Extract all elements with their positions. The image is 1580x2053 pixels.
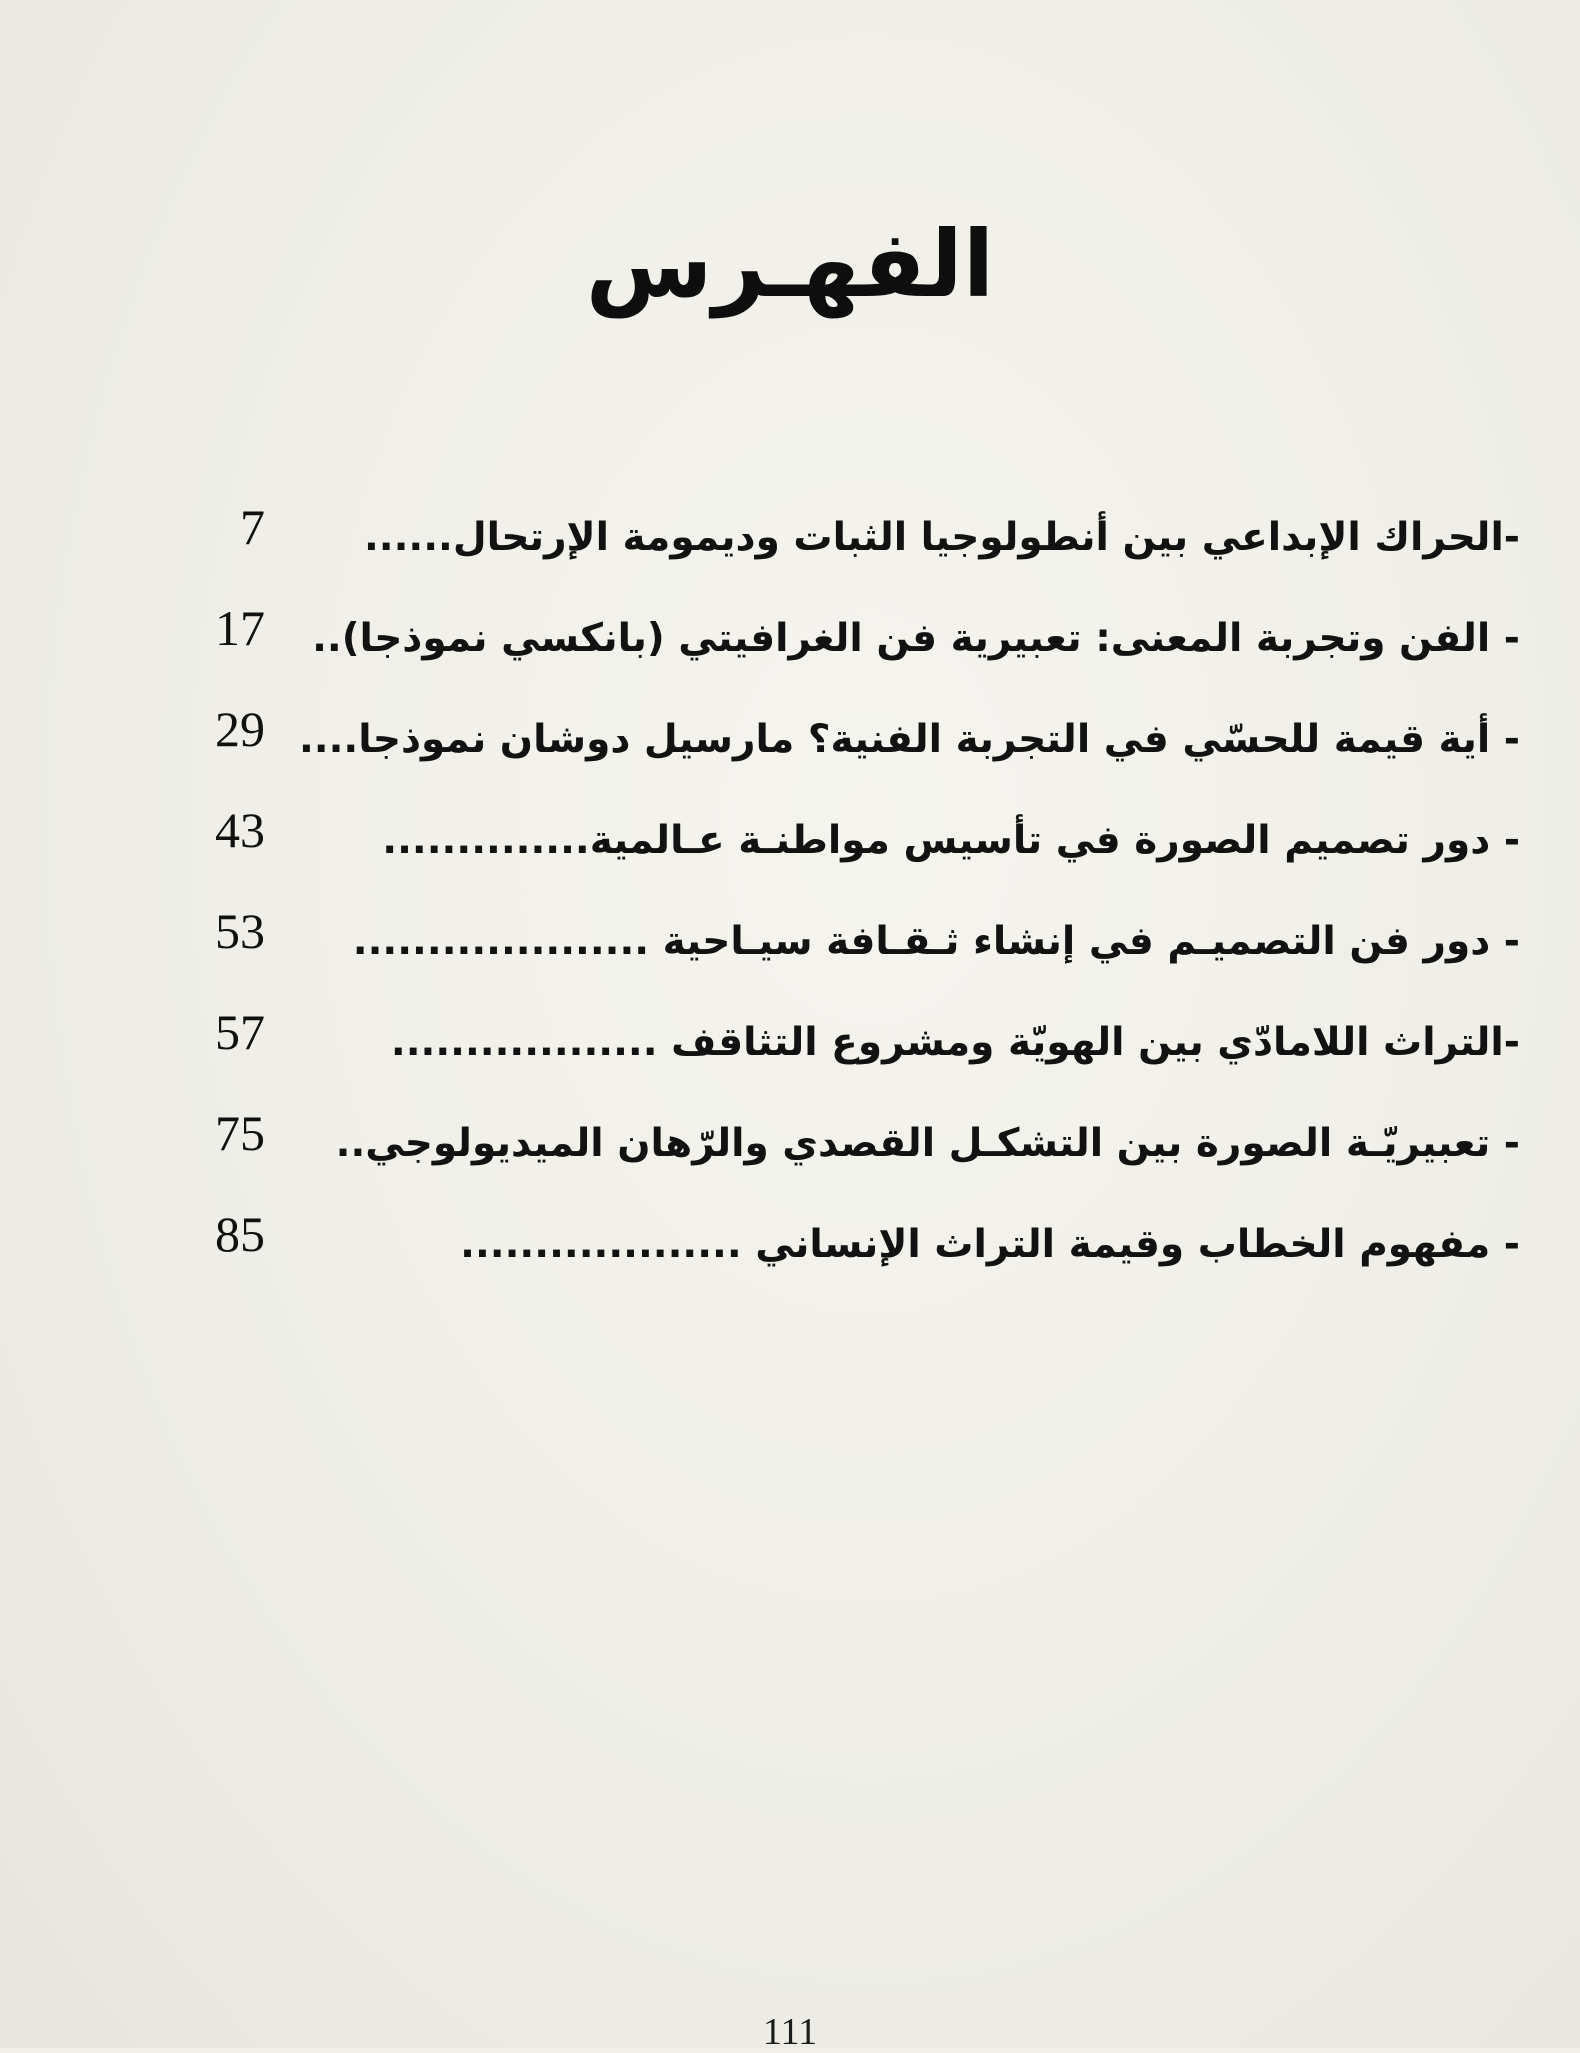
table-of-contents	[175, 495, 1520, 1303]
toc-entry	[175, 1101, 1520, 1202]
toc-page-number: 43	[215, 802, 265, 858]
toc-entry	[175, 1202, 1520, 1303]
toc-page-number: 75	[215, 1105, 265, 1161]
toc-entry-title: - دور تصميم الصورة في تأسيس مواطنـة عـالمية..............	[382, 818, 1520, 863]
toc-entry-title: - مفهوم الخطاب وقيمة التراث الإنساني ...................	[460, 1222, 1520, 1267]
toc-entry	[175, 1000, 1520, 1101]
page-number: 111	[762, 2011, 818, 2053]
toc-entry	[175, 899, 1520, 1000]
toc-entry	[175, 596, 1520, 697]
toc-entry-title: -الحراك الإبداعي بين أنطولوجيا الثبات وديمومة الإرتحال......	[363, 515, 1520, 560]
toc-entry	[175, 697, 1520, 798]
toc-page-number: 17	[215, 600, 265, 656]
toc-page-number: 53	[215, 903, 265, 959]
toc-entry	[175, 495, 1520, 596]
toc-entry-title: - أية قيمة للحسّي في التجربة الفنية؟ مارسيل دوشان نموذجا....	[298, 717, 1520, 762]
toc-entry-title: - تعبيريّـة الصورة بين التشكـل القصدي والرّهان الميديولوجي..	[335, 1121, 1520, 1166]
toc-page-number: 7	[240, 499, 265, 555]
toc-entry-title: -التراث اللامادّي بين الهويّة ومشروع التثاقف ..................	[390, 1020, 1520, 1065]
toc-page-number: 57	[215, 1004, 265, 1060]
toc-page-number: 29	[215, 701, 265, 757]
toc-page-number: 85	[215, 1206, 265, 1262]
toc-entry-title: - دور فن التصميـم في إنشاء ثـقـافة سيـاحية ....................	[352, 919, 1520, 964]
page-title: الفهـرس	[585, 211, 995, 318]
toc-entry-title: - الفن وتجربة المعنى: تعبيرية فن الغرافيتي (بانكسي نموذجا)..	[312, 616, 1520, 661]
toc-entry	[175, 798, 1520, 899]
